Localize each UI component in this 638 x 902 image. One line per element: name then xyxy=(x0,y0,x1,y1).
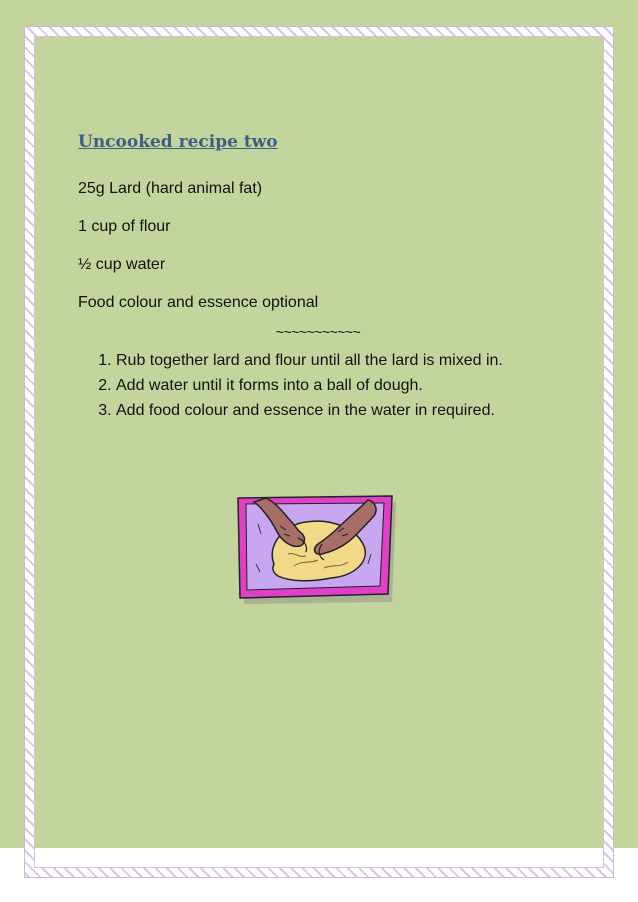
step-item xyxy=(116,375,578,400)
kneading-dough-icon xyxy=(236,494,398,606)
ingredient-list xyxy=(78,178,578,324)
ingredient-item: 1 cup of flour xyxy=(78,218,171,235)
step-text: Rub together lard and flour until all the lard is mixed in. xyxy=(116,352,503,369)
ingredient-item: Food colour and essence optional xyxy=(78,294,319,311)
recipe-title: Uncooked recipe two xyxy=(78,132,278,152)
step-item xyxy=(116,400,578,425)
recipe-content xyxy=(78,128,578,425)
ingredient-item: ½ cup water xyxy=(78,256,166,273)
step-item xyxy=(116,350,578,375)
tilde-separator: ~~~~~~~~~~~ xyxy=(275,324,361,340)
ingredient-item: 25g Lard (hard animal fat) xyxy=(78,180,263,197)
step-text: Add water until it forms into a ball of dough. xyxy=(116,377,423,394)
step-text: Add food colour and essence in the water in required. xyxy=(116,402,495,419)
method-steps xyxy=(78,350,578,425)
